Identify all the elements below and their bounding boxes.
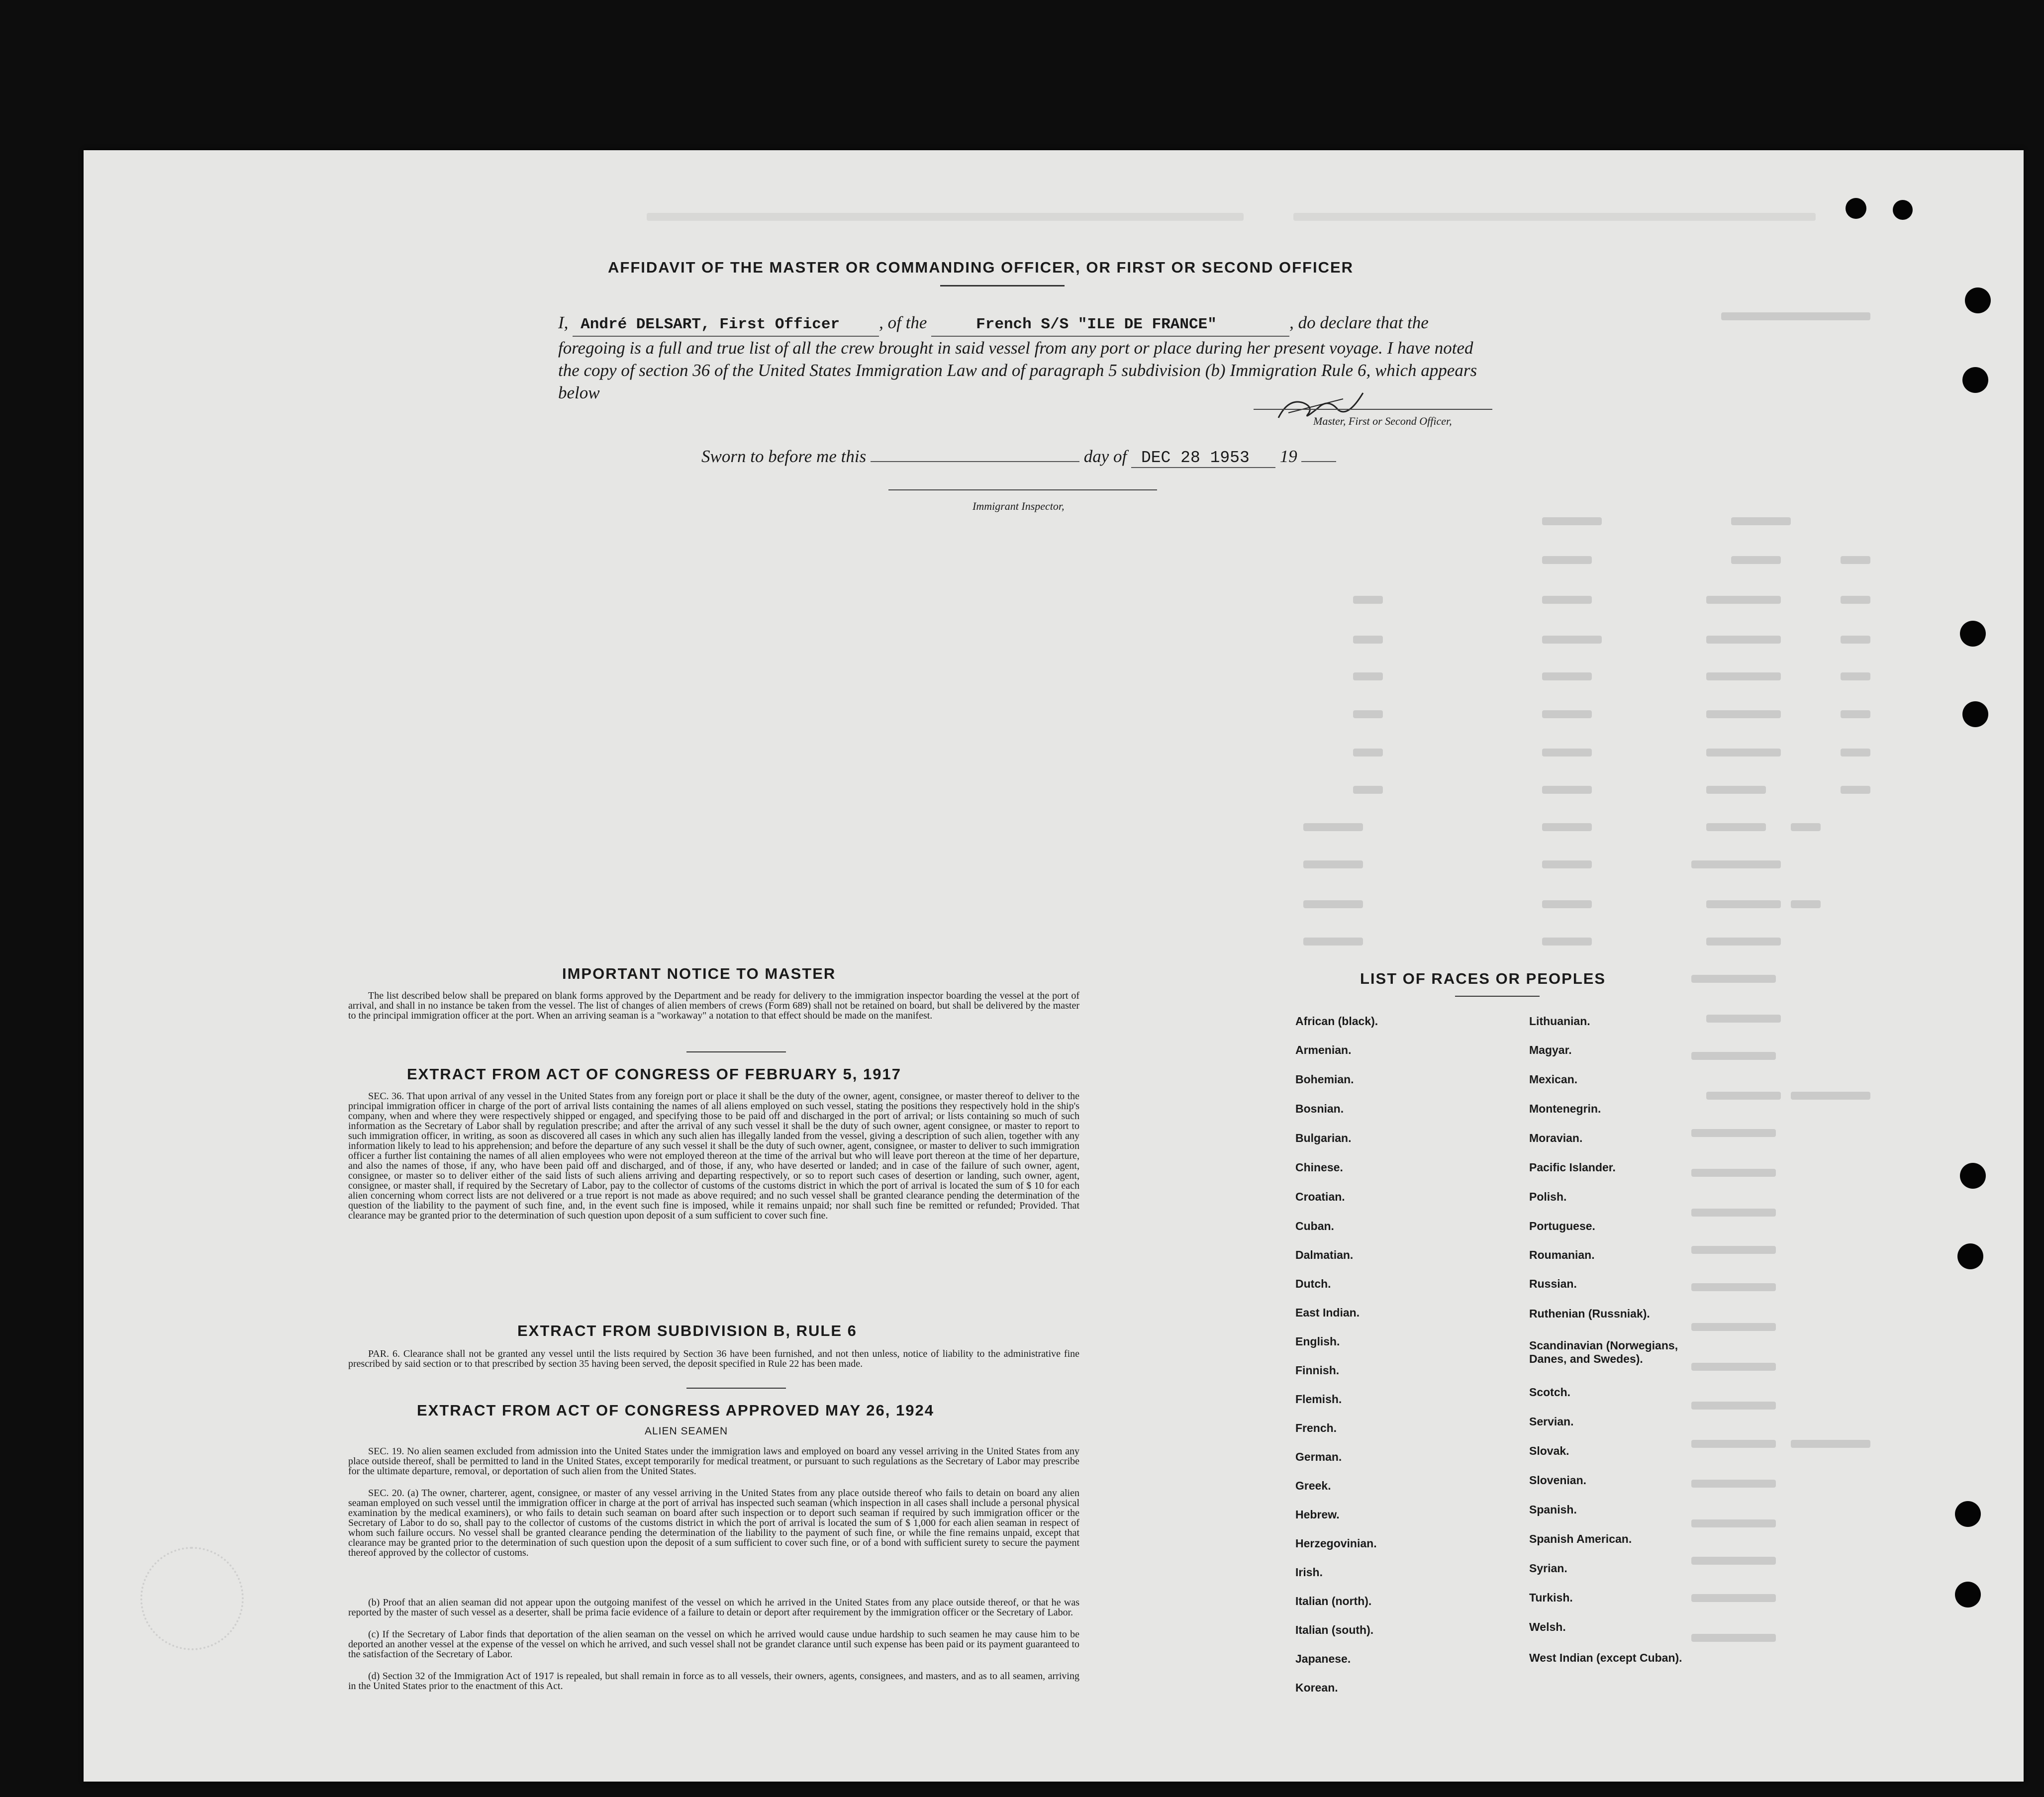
- extract-rule6-text: PAR. 6. Clearance shall not be granted any vessel until the lists required by Section 36 have been furnished, and not then unless, notice of liability to the administrative fine prescribed by said section or to that prescribed by section 35 having been served, the deposit specified in Rule 22 has been made.: [348, 1348, 1079, 1369]
- race-item: Bulgarian.: [1295, 1132, 1352, 1144]
- alien-seamen-subtitle: ALIEN SEAMEN: [645, 1425, 728, 1437]
- inspector-label: Immigrant Inspector,: [973, 500, 1065, 512]
- punch-hole: [1955, 1582, 1981, 1608]
- race-item: Pacific Islander.: [1529, 1161, 1616, 1174]
- race-item: Polish.: [1529, 1190, 1567, 1203]
- punch-hole: [1962, 701, 1988, 727]
- year-suffix: 19: [1279, 447, 1297, 466]
- race-item: Flemish.: [1295, 1393, 1342, 1406]
- race-item: Welsh.: [1529, 1620, 1566, 1633]
- inspector-signature-line: [888, 489, 1157, 490]
- race-item: German.: [1295, 1450, 1342, 1463]
- race-item: Lithuanian.: [1529, 1015, 1590, 1028]
- punch-hole: [1960, 1163, 1986, 1189]
- race-item: Russian.: [1529, 1277, 1577, 1290]
- notice-title: IMPORTANT NOTICE TO MASTER: [562, 965, 836, 982]
- sec19-text: SEC. 19. No alien seamen excluded from admission into the United States under the immigration laws and employed on board any vessel arriving in the United States from any place outside thereof, shall be permitted to land in the United States, except temporarily for medical treatment, or pursuant to such regulations as the Secretary of Labor may prescribe for the ultimate departure, removal, or deportation of such alien from the United States.: [348, 1446, 1079, 1477]
- race-item: Bohemian.: [1295, 1073, 1354, 1086]
- sec20d-text: (d) Section 32 of the Immigration Act of 1917 is repealed, but shall remain in force as to all vessels, their owners, agents, consignees, and masters, and as to all seamen, arriving in the United States prior to the enactment of this Act.: [348, 1671, 1079, 1692]
- race-item: Dutch.: [1295, 1277, 1331, 1290]
- affidavit-body: that the foregoing is a full and true list of all the crew brought in said vessel from any port or place during her present voyage. I have noted the copy of section 36 of the United States Immigration Law and of paragraph 5 subdivision (b) Immigration Rule 6, which appears below: [558, 313, 1477, 402]
- section-divider: [1455, 996, 1540, 997]
- punch-hole: [1965, 287, 1991, 313]
- races-title: LIST OF RACES OR PEOPLES: [1360, 970, 1606, 987]
- race-item: Cuban.: [1295, 1220, 1334, 1232]
- do-declare-text: , do declare: [1289, 313, 1372, 332]
- faint-seal-stamp: [140, 1547, 244, 1650]
- race-item: Scandinavian (Norwegians, Danes, and Swedes).: [1529, 1339, 1678, 1365]
- sec20c-text: (c) If the Secretary of Labor finds that deportation of the alien seaman on the vessel on which he arrived would cause undue hardship to such seamen he may cause him to be deported an another vessel at the expense of the vessel on which he arrived, and such vessel shall not be grandet clarance until such expense has been paid or its payment guaranteed to the satisfaction of the Secretary of Labor.: [348, 1629, 1079, 1660]
- race-item: Greek.: [1295, 1479, 1331, 1492]
- race-item: Roumanian.: [1529, 1248, 1595, 1261]
- sec20b-text: (b) Proof that an alien seaman did not appear upon the outgoing manifest of the vessel on which he arrived in the United States from any place outside thereof, or that he was reported by the master of such vessel as a deserter, shall be prima facie evidence of a failure to detain or deport after requirement by the immigration officer or the Secretary of Labor.: [348, 1597, 1079, 1618]
- race-item: Italian (south).: [1295, 1623, 1374, 1636]
- race-item: West Indian (except Cuban).: [1529, 1651, 1682, 1664]
- race-item: African (black).: [1295, 1015, 1378, 1028]
- race-item: Ruthenian (Russniak).: [1529, 1307, 1650, 1320]
- affidavit-title: AFFIDAVIT OF THE MASTER OR COMMANDING OFFICER, OR FIRST OR SECOND OFFICER: [608, 259, 1354, 276]
- race-item: Korean.: [1295, 1681, 1338, 1694]
- section-divider: [686, 1051, 786, 1052]
- race-item: Portuguese.: [1529, 1220, 1595, 1232]
- race-item: East Indian.: [1295, 1306, 1360, 1319]
- section-divider: [686, 1388, 786, 1389]
- extract-1917-text: SEC. 36. That upon arrival of any vessel in the United States from any foreign port or place it shall be the duty of the owner, agent, consignee, or master thereof to deliver to the principal immigration officer in charge of the port of arrival lists containing the names of all aliens employed on such vessel, stating the positions they respectively hold in the ship's company, when and where they were respectively shipped or engaged, and specifying those to be paid off and discharged in the port of arrival; or lists containing so much of such information as the Secretary of Labor shall by regulation prescribe; and after the arrival of any such vessel it shall be the duty of such owner, agent consignee, or master to report to such immigration officer, in writing, as soon as discovered all cases in which any such alien has illegally landed from the vessel, giving a description of such alien, together with any information likely to lead to his apprehension; and before the departure of any such vessel it shall be the duty of such owner, agent, consignee, or master to deliver to such immigration officer a further list containing the names of all alien employees who were not employed thereon at the time of the arrival but who will leave port thereon at the time of her departure, and also the names of those, if any, who have been paid off and discharged, and of those, if any, who have deserted or landed; and in case of the failure of such owner, agent, consignee, or master so to deliver either of the said lists of such aliens arriving and departing respectively, or so to report such cases of desertion or landing, such owner, agent, consignee, or master shall, if required by the Secretary of Labor, pay to the collector of customs of the customs district in which the port of arrival is located the sum of $ 10 for each alien concerning whom correct lists are not delivered or a true report is not made as above required; and no such vessel shall be granted clearance pending the determination of the question of the liability to the payment of such fine, and, in the event such fine is imposed, while it remains unpaid; nor shall such fine be remitted or refunded; Provided. That clearance may be granted prior to the determination of such question upon deposit of a sum sufficient to cover such fine.: [348, 1091, 1079, 1221]
- extract-rule6-title: EXTRACT FROM SUBDIVISION B, RULE 6: [517, 1322, 857, 1339]
- officer-name: André DELSART, First Officer: [573, 313, 879, 337]
- race-item: Japanese.: [1295, 1652, 1351, 1665]
- extract-1917-title: EXTRACT FROM ACT OF CONGRESS OF FEBRUARY 5, 1917: [407, 1065, 901, 1083]
- sworn-text: Sworn to before me this: [701, 447, 867, 466]
- punch-hole: [1955, 1501, 1981, 1527]
- race-item: Magyar.: [1529, 1043, 1572, 1056]
- race-item: Mexican.: [1529, 1073, 1578, 1086]
- race-item: Hebrew.: [1295, 1508, 1340, 1521]
- affidavit-i: I,: [558, 313, 569, 332]
- race-item: Spanish.: [1529, 1503, 1577, 1516]
- race-item: Slovenian.: [1529, 1474, 1587, 1487]
- day-of-text: day of: [1083, 447, 1127, 466]
- punch-hole: [1960, 621, 1986, 647]
- race-item: Croatian.: [1295, 1190, 1345, 1203]
- race-item: French.: [1295, 1421, 1337, 1434]
- race-item: Finnish.: [1295, 1364, 1340, 1377]
- race-item: Servian.: [1529, 1415, 1574, 1428]
- punch-hole: [1957, 1243, 1983, 1269]
- race-item: Syrian.: [1529, 1562, 1567, 1575]
- race-item: Spanish American.: [1529, 1532, 1632, 1545]
- signature-line: [1254, 409, 1492, 410]
- race-item: Montenegrin.: [1529, 1102, 1601, 1115]
- notice-text: The list described below shall be prepared on blank forms approved by the Department and be ready for delivery to the immigration inspector boarding the vessel at the port of arrival, and shall in no instance be taken from the vessel. The list of changes of alien members of crews (Form 689) shall not be retained on board, but shall be delivered by the master to the principal immigration officer at the port. When an arriving seaman is a "workaway" a notation to that effect should be made on the manifest.: [348, 990, 1079, 1021]
- race-item: Armenian.: [1295, 1043, 1352, 1056]
- race-item: Italian (north).: [1295, 1595, 1372, 1608]
- sworn-statement: [701, 447, 1336, 468]
- race-item: Irish.: [1295, 1566, 1323, 1579]
- race-item: English.: [1295, 1335, 1340, 1348]
- punch-hole: [1893, 200, 1913, 220]
- race-item: Bosnian.: [1295, 1102, 1344, 1115]
- race-item: Moravian.: [1529, 1132, 1583, 1144]
- date-stamp: DEC 28 1953: [1131, 449, 1275, 468]
- title-divider: [940, 285, 1065, 286]
- race-item: Turkish.: [1529, 1591, 1573, 1604]
- race-item: Slovak.: [1529, 1444, 1569, 1457]
- punch-hole: [1846, 198, 1866, 219]
- sec20a-text: SEC. 20. (a) The owner, charterer, agent, consignee, or master of any vessel arriving in the United States from any place outside thereof who fails to detain on board any alien seaman employed on such vessel until the immigration officer in charge at the port of arrival has inspected such seaman (which inspection in all cases shall include a personal physical examination by the medical examiners), or who fails to detain such seaman on board after such inspection or to deport such seaman if required by such immigration officer or the Secretary of Labor to do so, shall pay to the collector of customs of the customs district in which the port of arrival is located the sum of $ 1,000 for each alien seaman in respect of whom such failure occurs. No vessel shall be granted clearance pending the determination of the liability to the payment of such fine, or while the fine remains unpaid, except that clearance may be granted prior to the determination of such question upon the deposit of a sum sufficient to cover such fine, or of a bond with sufficient surety to secure the payment thereof approved by the collector of customs.: [348, 1488, 1079, 1558]
- extract-1924-title: EXTRACT FROM ACT OF CONGRESS APPROVED MAY 26, 1924: [417, 1402, 934, 1419]
- punch-hole: [1962, 367, 1988, 393]
- vessel-name: French S/S "ILE DE FRANCE": [931, 313, 1289, 337]
- race-item: Dalmatian.: [1295, 1248, 1354, 1261]
- race-item: Scotch.: [1529, 1386, 1571, 1399]
- of-the-text: , of the: [879, 313, 927, 332]
- race-item: Herzegovinian.: [1295, 1537, 1377, 1550]
- race-item: Chinese.: [1295, 1161, 1343, 1174]
- signature-label: Master, First or Second Officer,: [1313, 415, 1452, 427]
